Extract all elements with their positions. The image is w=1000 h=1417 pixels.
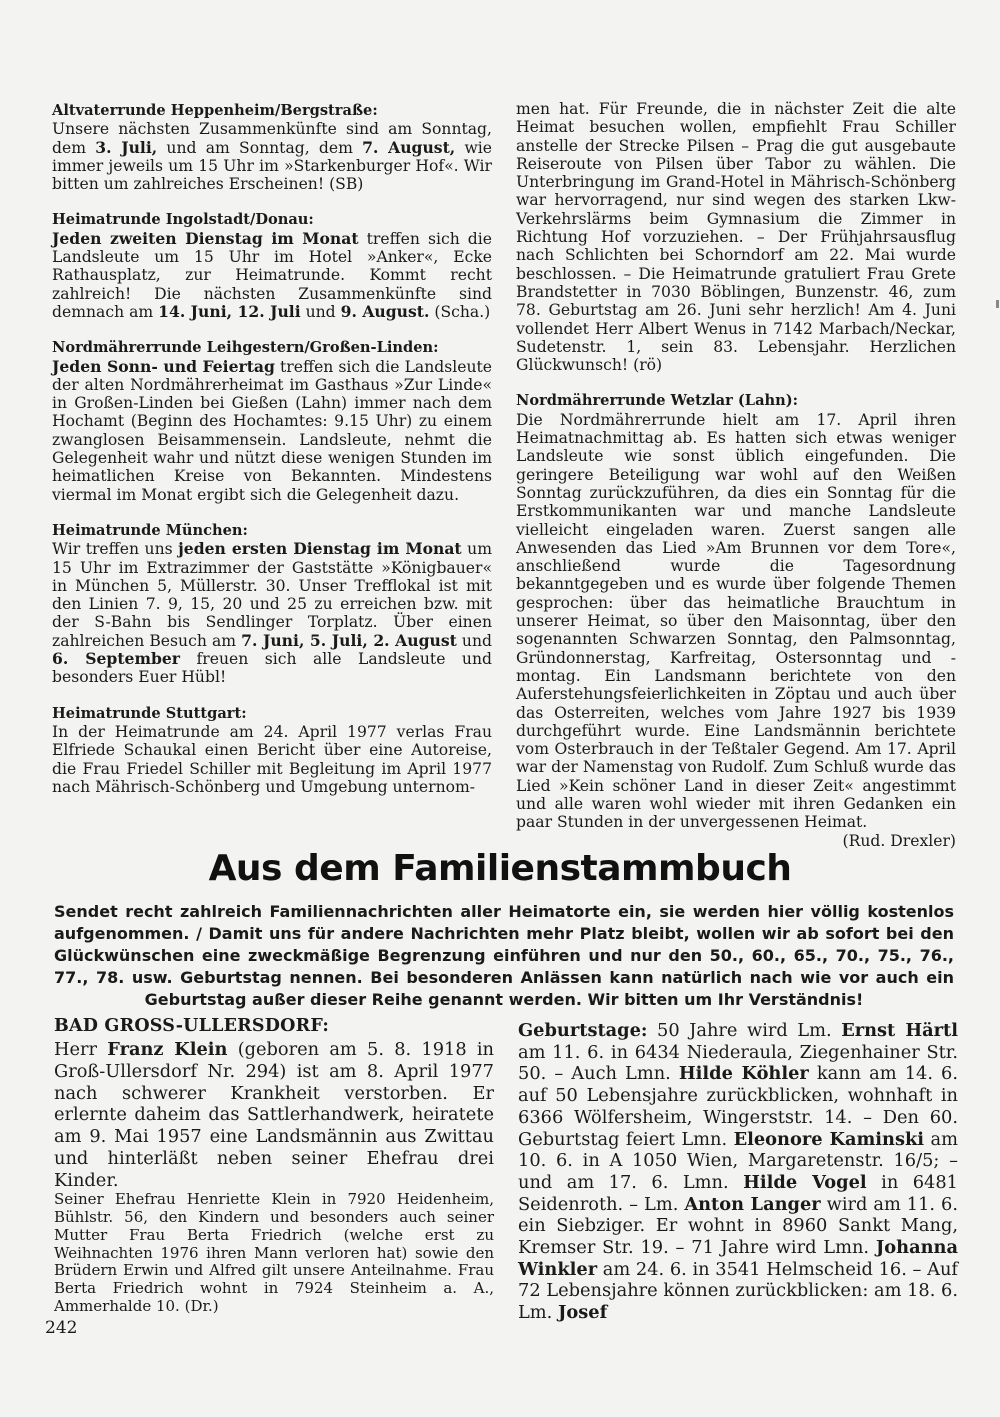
bold-name: Franz Klein	[107, 1039, 228, 1061]
bold-date: 6. September	[52, 649, 180, 669]
bold-name: Hilde Köhler	[678, 1063, 809, 1085]
left-bottom-column	[54, 1017, 494, 1316]
notice-ingolstadt	[52, 211, 492, 321]
text-run: treffen sich die Landsleute um 15 Uhr im Hotel »Anker«, Ecke Rathausplatz, zur Heimatrunde. Kommt recht zahlreich! Die nächsten Zusammenkünfte sind demnach am	[52, 229, 492, 321]
condolence-text: Seiner Ehefrau Henriette Klein in 7920 Heidenheim, Bühlstr. 56, den Kindern und besonders auch seiner Mutter Frau Berta Friedrich (welche erst zu Weihnachten 1976 ihren Mann verloren hat) sowie den Brüdern Erwin und Alfred gilt unsere Anteilnahme. Frau Berta Friedrich wohnt in 7924 Steinheim a. A., Ammerhalde 10. (Dr.)	[54, 1190, 494, 1315]
text-run: Wir treffen uns	[52, 540, 179, 559]
text-run: treffen sich die Landsleute der alten Nordmährerheimat im Gasthaus »Zur Linde« in Großen-Linden bei Gießen (Lahn) immer nach dem Hochamt (Beginn des Hochamtes: 9.15 Uhr) zu einem zwanglosen Beisammensein. Landsleute, nehmt die Gelegenheit wahr und nützt diese wenigen Stunden im heimatlichen Kreise von Bekannten. Mindestens viermal im Monat ergibt sich die Gelegenheit dazu.	[52, 357, 493, 504]
notice-stuttgart	[52, 705, 492, 796]
notice-body	[52, 230, 492, 321]
notice-wetzlar	[516, 392, 956, 849]
right-bottom-column	[518, 1020, 958, 1324]
bold-name: Eleonore Kaminski	[733, 1128, 925, 1150]
text-run: und	[456, 631, 492, 650]
bold-label: Geburtstage:	[518, 1020, 648, 1041]
text-run: am 11. 6. in 6434 Niederaula, Ziegenhainer Str. 50. – Auch Lmn.	[518, 1041, 958, 1085]
right-top-column	[516, 100, 956, 868]
bold-name: Anton Langer	[684, 1193, 821, 1215]
text-run: 50 Jahre wird Lm.	[647, 1020, 842, 1041]
section-intro: Sendet recht zahlreich Familiennachrichten aller Heimatorte ein, sie werden hier völlig kostenlos aufgenommen. / Damit uns für andere Nachrichten mehr Platz bleibt, wollen wir ab sofort bei den Glückwünschen eine zweckmäßige Begrenzung einführen und nur den 50., 60., 65., 70., 75., 76., 77., 78. usw. Geburtstag nennen. Bei besonderen Anlässen kann natürlich nach wie vor auch ein Geburtstag außer dieser Reihe genannt werden. Wir bitten um Ihr Verständnis!	[54, 902, 954, 1009]
notice-heading: Nordmährerrunde Leihgestern/Großen-Linden:	[52, 339, 439, 357]
text-run: am 24. 6. in 3541 Helmscheid 16. – Auf 72 Lebensjahre können zurückblicken: am 18. 6. Lm.	[518, 1258, 958, 1324]
notice-leihgestern	[52, 339, 492, 504]
notice-heading: Nordmährerrunde Wetzlar (Lahn):	[516, 392, 799, 410]
obituary-text	[54, 1039, 494, 1191]
author-signoff: (Rud. Drexler)	[842, 831, 956, 850]
bold-date: 9. August.	[340, 301, 430, 321]
bold-name: Hilde Vogel	[743, 1171, 867, 1193]
text-run: um 15 Uhr im Extrazimmer der Gaststätte »Königbauer« in München 5, Müllerstr. 30. Unser Trefflokal ist mit den Linien 7. 9, 15, 20 und 25 zu erreichen bzw. mit der S-Bahn bis Sendlinger Torplatz. Über einen zahlreichen Besuch am	[52, 540, 492, 650]
bold-date: 14. Juni, 12. Juli	[158, 301, 301, 321]
notice-body: men hat. Für Freunde, die in nächster Zeit die alte Heimat besuchen wollen, empfiehlt Frau Schiller anstelle der Strecke Pilsen – Prag die gut ausgebaute Reiseroute von Pilsen über Tabor zu wählen. Die Unterbringung im Grand-Hotel in Mährisch-Schönberg war hervorragend, nur sind wegen des starken Lkw-Verkehrslärms beim Gymnasium die Zimmer in Richtung Hof vorzuziehen. – Der Frühjahrsausflug nach Schlichten bei Schorndorf am 22. Mai wurde beschlossen. – Die Heimatrunde gratuliert Frau Grete Brandstetter in 7030 Böblingen, Bunzenstr. 46, zum 78. Geburtstag am 26. Juni sehr herzlich! Am 4. Juni vollendet Herr Albert Wenus in 7142 Marbach/Neckar, Sudetenstr. 1, sein 83. Lebensjahr. Herzlichen Glückwunsch! (rö)	[516, 100, 956, 375]
notice-heading: Altvaterrunde Heppenheim/Bergstraße:	[52, 102, 378, 119]
bold-text: Jeden zweiten Dienstag im Monat	[52, 228, 359, 248]
notice-heppenheim	[52, 102, 492, 193]
text-run: (Scha.)	[429, 302, 491, 321]
bold-name: Josef	[557, 1302, 608, 1324]
section-title: Aus dem Familienstammbuch	[208, 848, 792, 889]
birthdays-text	[518, 1020, 958, 1324]
text-run: (geboren am 5. 8. 1918 in Groß-Ullersdorf Nr. 294) ist am 8. April 1977 nach schwerer Krankheit verstorben. Er erlernte daheim das Sattlerhandwerk, heiratete am 9. Mai 1957 eine Landsmännin aus Zwittau und hinterläßt neben seiner Ehefrau drei Kinder.	[54, 1039, 495, 1191]
text-run: wird am 11. 6. ein Siebziger. Er wohnt in 8960 Sankt Mang, Kremser Str. 19. – 71 Jahre wird Lmn.	[518, 1193, 959, 1259]
text-run: in 6481 Seidenroth. – Lm.	[518, 1171, 958, 1215]
notice-stuttgart-continued	[516, 100, 956, 374]
text-run: Unsere nächsten Zusammenkünfte sind am Sonntag, dem	[52, 120, 492, 157]
notice-heading: Heimatrunde München:	[52, 521, 248, 539]
bold-name: Ernst Härtl	[841, 1020, 959, 1041]
margin-mark	[996, 300, 999, 308]
page-number: 242	[45, 1318, 78, 1338]
bold-text: jeden ersten Dienstag im Monat	[178, 539, 462, 559]
bold-text: Jeden Sonn- und Feiertag	[52, 356, 275, 376]
text-run: wie immer jeweils um 15 Uhr im »Starkenburger Hof«. Wir bitten um zahlreiches Erscheinen! (SB)	[52, 138, 493, 194]
place-heading: BAD GROSS-ULLERSDORF:	[54, 1016, 329, 1036]
notice-body	[52, 120, 492, 193]
text-run: und am Sonntag, dem	[157, 138, 363, 157]
bold-name: Johanna Winkler	[518, 1237, 958, 1280]
notice-body: Die Nordmährerrunde hielt am 17. April ihren Heimatnachmittag ab. Es hatten sich etwas weniger Landsleute wie sonst üblich eingefunden. Die geringere Beteiligung war wohl auf den Weißen Sonntag zurückzuführen, da dies ein Sonntag für die Erstkommunikanten war und manche Landsleute vielleicht eingeladen waren. Zuerst sangen alle Anwesenden das Lied »Am Brunnen vor dem Tore«, anschließend wurde die Tagesordnung bekanntgegeben und es wurde über folgende Themen gesprochen: über das heimatliche Brauchtum in unserer Heimat, so über den Maisonntag, über den sogenannten Schwarzen Sonntag, den Palmsonntag, Gründonnerstag, Karfreitag, Ostersonntag und -montag. Ein Landsmann berichtete von den Auferstehungsfeierlichkeiten in Zöptau und auch über das Osterreiten, welches vom Jahre 1927 bis 1939 durchgeführt wurde. Eine Landsmännin berichtete vom Osterbrauch in der Teßtaler Gegend. Am 17. April war der Namenstag von Rudolf. Zum Schluß wurde das Lied »Kein schöner Land in dieser Zeit« angestimmt und alle waren wohl wieder mit ihren Gedanken ein paar Stunden in der unvergessenen Heimat.	[516, 410, 956, 832]
notice-heading: Heimatrunde Ingolstadt/Donau:	[52, 211, 314, 229]
notice-body	[52, 540, 492, 686]
notice-body	[52, 358, 492, 504]
bold-date: 7. Juni, 5. Juli, 2. August	[241, 630, 457, 650]
bold-date: 7. August,	[362, 137, 456, 157]
notice-heading: Heimatrunde Stuttgart:	[52, 704, 247, 722]
left-top-column	[52, 102, 492, 814]
bold-date: 3. Juli,	[95, 137, 158, 157]
text-run: freuen sich alle Landsleute und besonders Euer Hübl!	[52, 650, 492, 687]
notice-muenchen	[52, 522, 492, 687]
text-run: und	[300, 302, 341, 321]
notice-body: In der Heimatrunde am 24. April 1977 verlas Frau Elfriede Schaukal einen Bericht über eine Autoreise, die Frau Friedel Schiller mit Begleitung im April 1977 nach Mährisch-Schönberg und Umgebung unternom-	[52, 722, 492, 796]
text-run: kann am 14. 6. auf 50 Lebensjahre zurückblicken, wohnhaft in 6366 Wölfersheim, Wingerststr. 14. – Den 60. Geburtstag feiert Lmn.	[518, 1063, 958, 1150]
text-run: Herr	[54, 1039, 108, 1061]
text-run: am 10. 6. in A 1050 Wien, Margaretenstr. 16/5; – und am 17. 6. Lmn.	[518, 1128, 958, 1193]
